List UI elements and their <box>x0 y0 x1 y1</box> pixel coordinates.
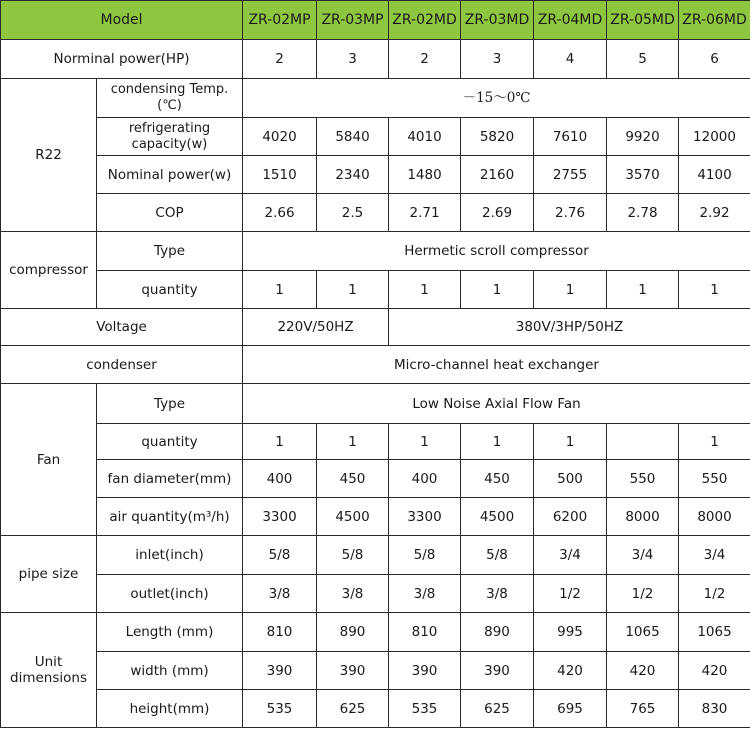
value-cell: 1065 <box>607 613 679 652</box>
value-cell: 2.5 <box>317 194 389 232</box>
value-cell: 3/4 <box>679 536 750 575</box>
value-cell: 390 <box>461 652 534 690</box>
value-cell: 1 <box>534 271 607 309</box>
value-cell: 2.78 <box>607 194 679 232</box>
voltage-mp-value: 220V/50HZ <box>243 309 389 346</box>
r22-group-label: R22 <box>1 79 97 232</box>
value-cell: 5/8 <box>317 536 389 575</box>
value-cell: 9920 <box>607 118 679 156</box>
value-cell: 420 <box>607 652 679 690</box>
value-cell: 625 <box>317 690 389 728</box>
model-cell: ZR-03MD <box>461 1 534 40</box>
value-cell: 3300 <box>243 498 317 536</box>
model-cell: ZR-02MP <box>243 1 317 40</box>
value-cell: 2 <box>243 40 317 79</box>
value-cell: 890 <box>461 613 534 652</box>
value-cell: 8000 <box>679 498 750 536</box>
value-cell: 810 <box>389 613 461 652</box>
value-cell: 4500 <box>317 498 389 536</box>
value-cell <box>607 424 679 460</box>
value-cell: 1480 <box>389 156 461 194</box>
value-cell: 2755 <box>534 156 607 194</box>
width-row <box>1 652 750 690</box>
value-cell: 3300 <box>389 498 461 536</box>
row-label: Type <box>97 384 243 424</box>
value-cell: 12000 <box>679 118 750 156</box>
value-cell: 8000 <box>607 498 679 536</box>
pipe-size-group-label: pipe size <box>1 536 97 613</box>
height-row <box>1 690 750 728</box>
value-cell: 1 <box>317 424 389 460</box>
row-label: quantity <box>97 271 243 309</box>
fan-quantity-row <box>1 424 750 460</box>
value-cell: 420 <box>679 652 750 690</box>
value-cell: 6200 <box>534 498 607 536</box>
value-cell: 420 <box>534 652 607 690</box>
value-cell: 400 <box>243 460 317 498</box>
value-cell: 695 <box>534 690 607 728</box>
value-cell: 2.71 <box>389 194 461 232</box>
compressor-quantity-row <box>1 271 750 309</box>
voltage-md-value: 380V/3HP/50HZ <box>389 309 750 346</box>
value-cell: 1 <box>389 424 461 460</box>
value-cell: 4 <box>534 40 607 79</box>
row-label: quantity <box>97 424 243 460</box>
row-label: COP <box>97 194 243 232</box>
value-cell: 1 <box>317 271 389 309</box>
row-label: Type <box>97 232 243 271</box>
fan-group-label: Fan <box>1 384 97 536</box>
value-cell: 535 <box>389 690 461 728</box>
value-cell: 1 <box>389 271 461 309</box>
value-cell: 890 <box>317 613 389 652</box>
row-label: condensing Temp.(℃) <box>97 79 243 118</box>
value-cell: 390 <box>389 652 461 690</box>
value-cell: 4010 <box>389 118 461 156</box>
value-cell: 2 <box>389 40 461 79</box>
norminal-power-row <box>1 40 750 79</box>
value-cell: 3/8 <box>461 575 534 613</box>
condenser-row <box>1 346 750 384</box>
value-cell: 2.92 <box>679 194 750 232</box>
row-label: Nominal power(w) <box>97 156 243 194</box>
value-cell: 5/8 <box>461 536 534 575</box>
fan-type-value: Low Noise Axial Flow Fan <box>243 384 750 424</box>
voltage-row <box>1 309 750 346</box>
value-cell: 1 <box>607 271 679 309</box>
value-cell: 4500 <box>461 498 534 536</box>
pipe-inlet-row <box>1 536 750 575</box>
value-cell: 765 <box>607 690 679 728</box>
value-cell: 1065 <box>679 613 750 652</box>
value-cell: 390 <box>317 652 389 690</box>
row-label: air quantity(m³/h) <box>97 498 243 536</box>
value-cell: 5/8 <box>389 536 461 575</box>
cop-row <box>1 194 750 232</box>
value-cell: 3/8 <box>243 575 317 613</box>
fan-diameter-row <box>1 460 750 498</box>
refrigerating-capacity-row <box>1 118 750 156</box>
model-cell: ZR-04MD <box>534 1 607 40</box>
value-cell: 5820 <box>461 118 534 156</box>
compressor-group-label: compressor <box>1 232 97 309</box>
value-cell: 1 <box>461 424 534 460</box>
value-cell: 995 <box>534 613 607 652</box>
value-cell: 1 <box>679 271 750 309</box>
value-cell: 3 <box>317 40 389 79</box>
value-cell: 1 <box>679 424 750 460</box>
model-cell: ZR-05MD <box>607 1 679 40</box>
value-cell: 390 <box>243 652 317 690</box>
model-label: Model <box>1 1 243 40</box>
value-cell: 5840 <box>317 118 389 156</box>
value-cell: 2160 <box>461 156 534 194</box>
value-cell: 550 <box>607 460 679 498</box>
value-cell: 1/2 <box>679 575 750 613</box>
row-label: width (mm) <box>97 652 243 690</box>
value-cell: 3/8 <box>317 575 389 613</box>
condensing-temp-value: －15～0℃ <box>243 79 750 118</box>
value-cell: 1 <box>461 271 534 309</box>
value-cell: 450 <box>461 460 534 498</box>
model-cell: ZR-03MP <box>317 1 389 40</box>
value-cell: 3/4 <box>607 536 679 575</box>
model-cell: ZR-06MD <box>679 1 750 40</box>
compressor-type-value: Hermetic scroll compressor <box>243 232 750 271</box>
row-label: condenser <box>1 346 243 384</box>
value-cell: 6 <box>679 40 750 79</box>
air-quantity-row <box>1 498 750 536</box>
value-cell: 1/2 <box>534 575 607 613</box>
value-cell: 7610 <box>534 118 607 156</box>
value-cell: 625 <box>461 690 534 728</box>
value-cell: 1 <box>243 424 317 460</box>
value-cell: 3/8 <box>389 575 461 613</box>
fan-type-row <box>1 384 750 424</box>
row-label: refrigerating capacity(w) <box>97 118 243 156</box>
pipe-outlet-row <box>1 575 750 613</box>
value-cell: 1/2 <box>607 575 679 613</box>
value-cell: 1 <box>243 271 317 309</box>
value-cell: 3/4 <box>534 536 607 575</box>
row-label: fan diameter(mm) <box>97 460 243 498</box>
nominal-power-row <box>1 156 750 194</box>
value-cell: 1 <box>534 424 607 460</box>
value-cell: 3 <box>461 40 534 79</box>
dimensions-group-label: Unit dimensions <box>1 613 97 728</box>
condenser-value: Micro-channel heat exchanger <box>243 346 750 384</box>
value-cell: 5 <box>607 40 679 79</box>
value-cell: 2.69 <box>461 194 534 232</box>
row-label: Length (mm) <box>97 613 243 652</box>
row-label: outlet(inch) <box>97 575 243 613</box>
value-cell: 2.76 <box>534 194 607 232</box>
value-cell: 4020 <box>243 118 317 156</box>
value-cell: 535 <box>243 690 317 728</box>
value-cell: 450 <box>317 460 389 498</box>
value-cell: 5/8 <box>243 536 317 575</box>
row-label: height(mm) <box>97 690 243 728</box>
header-row <box>1 1 750 40</box>
length-row <box>1 613 750 652</box>
value-cell: 2340 <box>317 156 389 194</box>
value-cell: 400 <box>389 460 461 498</box>
value-cell: 1510 <box>243 156 317 194</box>
value-cell: 4100 <box>679 156 750 194</box>
value-cell: 500 <box>534 460 607 498</box>
value-cell: 550 <box>679 460 750 498</box>
compressor-type-row <box>1 232 750 271</box>
row-label: Norminal power(HP) <box>1 40 243 79</box>
value-cell: 810 <box>243 613 317 652</box>
row-label: inlet(inch) <box>97 536 243 575</box>
value-cell: 3570 <box>607 156 679 194</box>
row-label: Voltage <box>1 309 243 346</box>
model-cell: ZR-02MD <box>389 1 461 40</box>
condensing-temp-row <box>1 79 750 118</box>
value-cell: 2.66 <box>243 194 317 232</box>
value-cell: 830 <box>679 690 750 728</box>
